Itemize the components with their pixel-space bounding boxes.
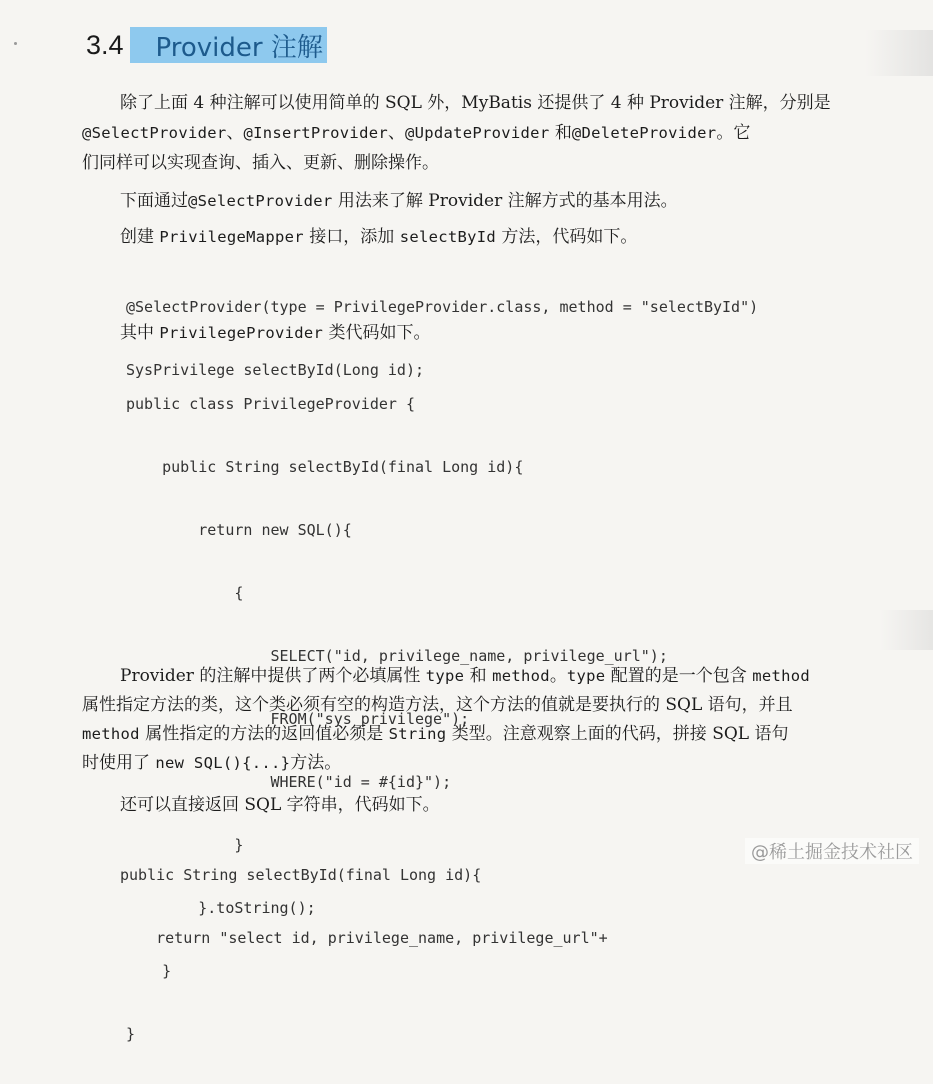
section-number: 3.4 (86, 29, 124, 60)
paragraph-intro-line2: @SelectProvider、@InsertProvider、@UpdateProvider 和@DeleteProvider。它 (82, 123, 751, 143)
paragraph-explanation-line4: 时使用了 new SQL(){...}方法。 (82, 753, 342, 773)
bleed-through-shadow (865, 30, 933, 76)
paragraph-explanation-line3: method 属性指定的方法的返回值必须是 String 类型。注意观察上面的代码，拼接 SQL 语句 (82, 724, 789, 744)
code-block-string (120, 826, 608, 988)
site-watermark: @稀土掘金技术社区 (745, 838, 919, 864)
code-line: public String selectById(final Long id){ (120, 866, 482, 884)
paragraph-intro (82, 88, 882, 178)
code-line: { (126, 584, 244, 602)
paragraph-provider-class: 其中 PrivilegeProvider 类代码如下。 (120, 323, 431, 343)
paragraph-explanation-line1: Provider 的注解中提供了两个必填属性 type 和 method。type 配置的是一个包含 method (120, 666, 810, 686)
paragraph-provider-explanation (82, 662, 882, 778)
code-line: @SelectProvider(type = PrivilegeProvider.class, method = "selectById") (126, 298, 759, 316)
code-line: }.toString(); (126, 899, 316, 917)
code-line: } (126, 1025, 136, 1043)
code-line: return "select id, privilege_name, privilege_url"+ (120, 929, 608, 947)
code-line: return new SQL(){ (126, 521, 352, 539)
section-title: Provider 注解 (130, 27, 327, 63)
bleed-through-shadow-lower (880, 610, 933, 650)
paragraph-intro-line3: 们同样可以实现查询、插入、更新、删除操作。 (82, 153, 439, 173)
code-line: public class PrivilegeProvider { (126, 395, 415, 413)
code-line: SysPrivilege selectById(Long id); (126, 361, 425, 379)
code-line: } (126, 962, 172, 980)
code-line: WHERE("id = #{id}"); (126, 773, 452, 791)
paragraph-return-string: 还可以直接返回 SQL 字符串，代码如下。 (120, 795, 440, 815)
code-line: public String selectById(final Long id){ (126, 458, 524, 476)
page-mark (14, 42, 17, 45)
code-line: FROM("sys_privilege"); (126, 710, 470, 728)
code-line: } (126, 836, 244, 854)
paragraph-intro-line1: 除了上面 4 种注解可以使用简单的 SQL 外，MyBatis 还提供了 4 种 Provider 注解，分别是 (120, 93, 831, 113)
paragraph-explanation-line2: 属性指定方法的类，这个类必须有空的构造方法，这个方法的值就是要执行的 SQL 语句，并且 (82, 695, 793, 715)
paragraph-usage: 下面通过@SelectProvider 用法来了解 Provider 注解方式的基本用法。 (120, 191, 678, 211)
paragraph-create-mapper: 创建 PrivilegeMapper 接口，添加 selectById 方法，代码如下。 (120, 227, 638, 247)
code-line: SELECT("id, privilege_name, privilege_url"); (126, 647, 668, 665)
section-heading (86, 26, 327, 64)
